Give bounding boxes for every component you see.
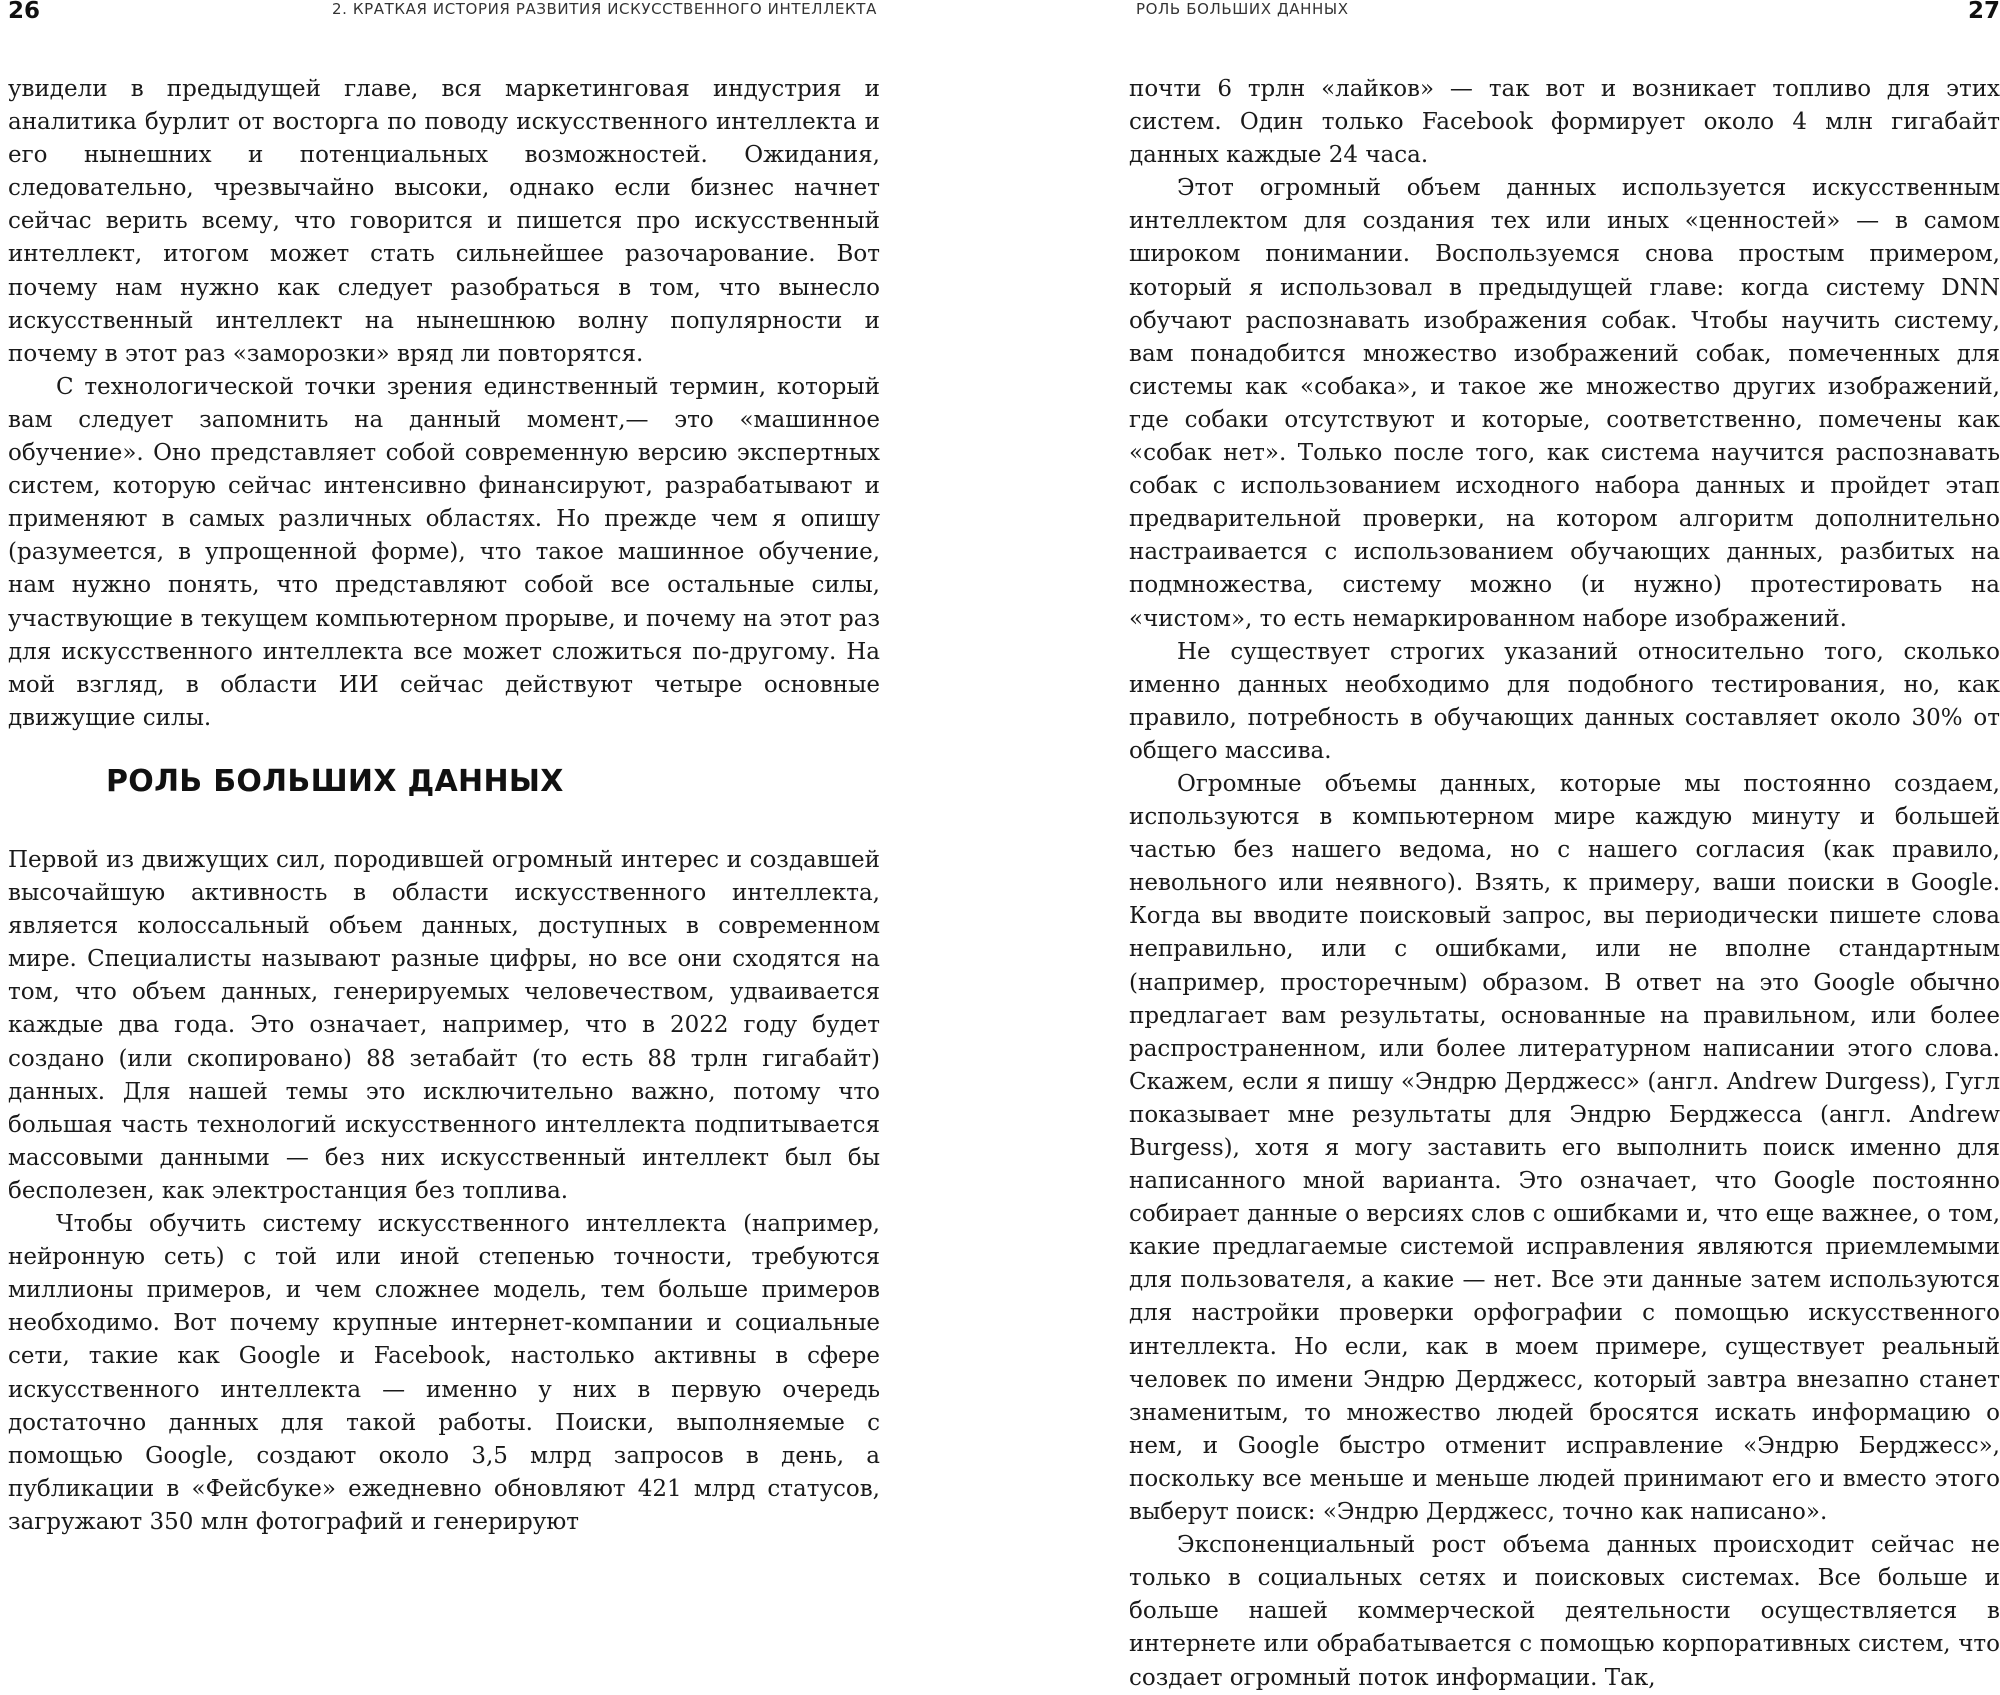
paragraph: почти 6 трлн «лайков» — так вот и возникает топливо для этих систем. Один только Facebook формирует около 4 млн гигабайт данных каждые 24 часа. <box>1129 76 2000 169</box>
text-block-top <box>8 73 880 735</box>
page-number: 27 <box>1967 0 2000 24</box>
paragraph: Первой из движущих сил, породившей огромный интерес и создавшей высочайшую активность в области искусственного интеллекта, является колоссальный объем данных, доступных в современном мире. Специалисты называют разные цифры, но все они сходятся на том, что объем данных, генерируемых человечеством, удваивается каждые два года. Это означает, например, что в 2022 году будет создано (или скопировано) 88 зетабайт (то есть 88 трлн гигабайт) данных. Для нашей темы это исключительно важно, потому что большая часть технологий искусственного интеллекта подпитывается массовыми данными — без них искусственный интеллект был бы бесполезен, как электростанция без топлива. <box>8 847 880 1204</box>
page-number: 26 <box>8 0 41 24</box>
right-page <box>1000 0 2000 1691</box>
paragraph: увидели в предыдущей главе, вся маркетинговая индустрия и аналитика бурлит от восторга по поводу искусственного интеллекта и его нынешних и потенциальных возможностей. Ожидания, следовательно, чрезвычайно высоки, однако если бизнес начнет сейчас верить всему, что говорится и пишется про искусственный интеллект, итогом может стать сильнейшее разочарование. Вот почему нам нужно как следует разобраться в том, что вынесло искусственный интеллект на нынешнюю волну популярности и почему в этот раз «заморозки» вряд ли повторятся. <box>8 76 880 367</box>
running-head: РОЛЬ БОЛЬШИХ ДАННЫХ <box>1136 0 1349 18</box>
paragraph: Экспоненциальный рост объема данных происходит сейчас не только в социальных сетях и поисковых системах. Все больше и больше нашей коммерческой деятельности осуществляется в интернете или обрабатывается с помощью корпоративных систем, что создает огромный поток информации. Так, <box>1129 1532 2000 1691</box>
paragraph: Огромные объемы данных, которые мы постоянно создаем, используются в компьютерном мире каждую минуту и большей частью без нашего ведома, но с нашего согласия (как правило, невольного или неявного). Взять, к примеру, ваши поиски в Google. Когда вы вводите поисковый запрос, вы периодически пишете слова неправильно, или с ошибками, или не вполне стандартным (например, просторечным) образом. В ответ на это Google обычно предлагает вам результаты, основанные на правильном, или более распространенном, или более литературном написании этого слова. Скажем, если я пишу «Эндрю Дерджесс» (англ. Andrew Durgess), Гугл показывает мне результаты для Эндрю Берджесса (англ. Andrew Burgess), хотя я могу заставить его выполнить поиск именно для написанного мной варианта. Это означает, что Google постоянно собирает данные о версиях слов с ошибками и, что еще важнее, о том, какие предлагаемые системой исправления являются приемлемыми для пользователя, а какие — нет. Все эти данные затем используются для настройки проверки орфографии с помощью искусственного интеллекта. Но если, как в моем примере, существует реальный человек по имени Эндрю Дерджесс, который завтра внезапно станет знаменитым, то множество людей бросятся искать информацию о нем, и Google быстро отменит исправление «Эндрю Берджесс», поскольку все меньше и меньше людей принимают его и вместо этого выберут поиск: «Эндрю Дерджесс, точно как написано». <box>1129 770 2000 1526</box>
running-head: 2. КРАТКАЯ ИСТОРИЯ РАЗВИТИЯ ИСКУССТВЕННОГО ИНТЕЛЛЕКТА <box>332 0 877 18</box>
paragraph: Чтобы обучить систему искусственного интеллекта (например, нейронную сеть) с той или иной степенью точности, требуются миллионы примеров, и чем сложнее модель, тем больше примеров необходимо. Вот почему крупные интернет-компании и социальные сети, такие как Google и Facebook, настолько активны в сфере искусственного интеллекта — именно у них в первую очередь достаточно данных для такой работы. Поиски, выполняемые с помощью Google, создают около 3,5 млрд запросов в день, а публикации в «Фейсбуке» ежедневно обновляют 421 млрд статусов, загружают 350 млн фотографий и генерируют <box>8 1211 880 1535</box>
paragraph: Не существует строгих указаний относительно того, сколько именно данных необходимо для подобного тестирования, но, как правило, потребность в обучающих данных составляет около 30% от общего массива. <box>1129 638 2000 764</box>
paragraph: С технологической точки зрения единственный термин, который вам следует запомнить на данный момент,— это «машинное обучение». Оно представляет собой современную версию экспертных систем, которую сейчас интенсивно финансируют, разрабатывают и применяют в самых различных областях. Но прежде чем я опишу (разумеется, в упрощенной форме), что такое машинное обучение, нам нужно понять, что представляют собой все остальные силы, участвующие в текущем компьютерном прорыве, и почему на этот раз для искусственного интеллекта все может сложиться по-другому. На мой взгляд, в области ИИ сейчас действуют четыре основные движущие силы. <box>8 373 880 731</box>
paragraph: Этот огромный объем данных используется искусственным интеллектом для создания тех или иных «ценностей» — в самом широком понимании. Воспользуемся снова простым примером, который я использовал в предыдущей главе: когда систему DNN обучают распознавать изображения собак. Чтобы научить систему, вам понадобится множество изображений собак, помеченных для системы как «собака», и такое же множество других изображений, где собаки отсутствуют и которые, соответственно, помечены как «собак нет». Только после того, как система научится распознавать собак с использованием исходного набора данных и пройдет этап предварительной проверки, на котором алгоритм дополнительно настраивается с использованием обучающих данных, разбитых на подмножества, систему можно (и нужно) протестировать на «чистом», то есть немаркированном наборе изображений. <box>1129 175 2000 632</box>
text-block-bottom <box>8 844 880 1539</box>
section-heading: РОЛЬ БОЛЬШИХ ДАННЫХ <box>106 764 564 799</box>
left-page <box>0 0 1000 1535</box>
text-block <box>1129 73 2000 1695</box>
